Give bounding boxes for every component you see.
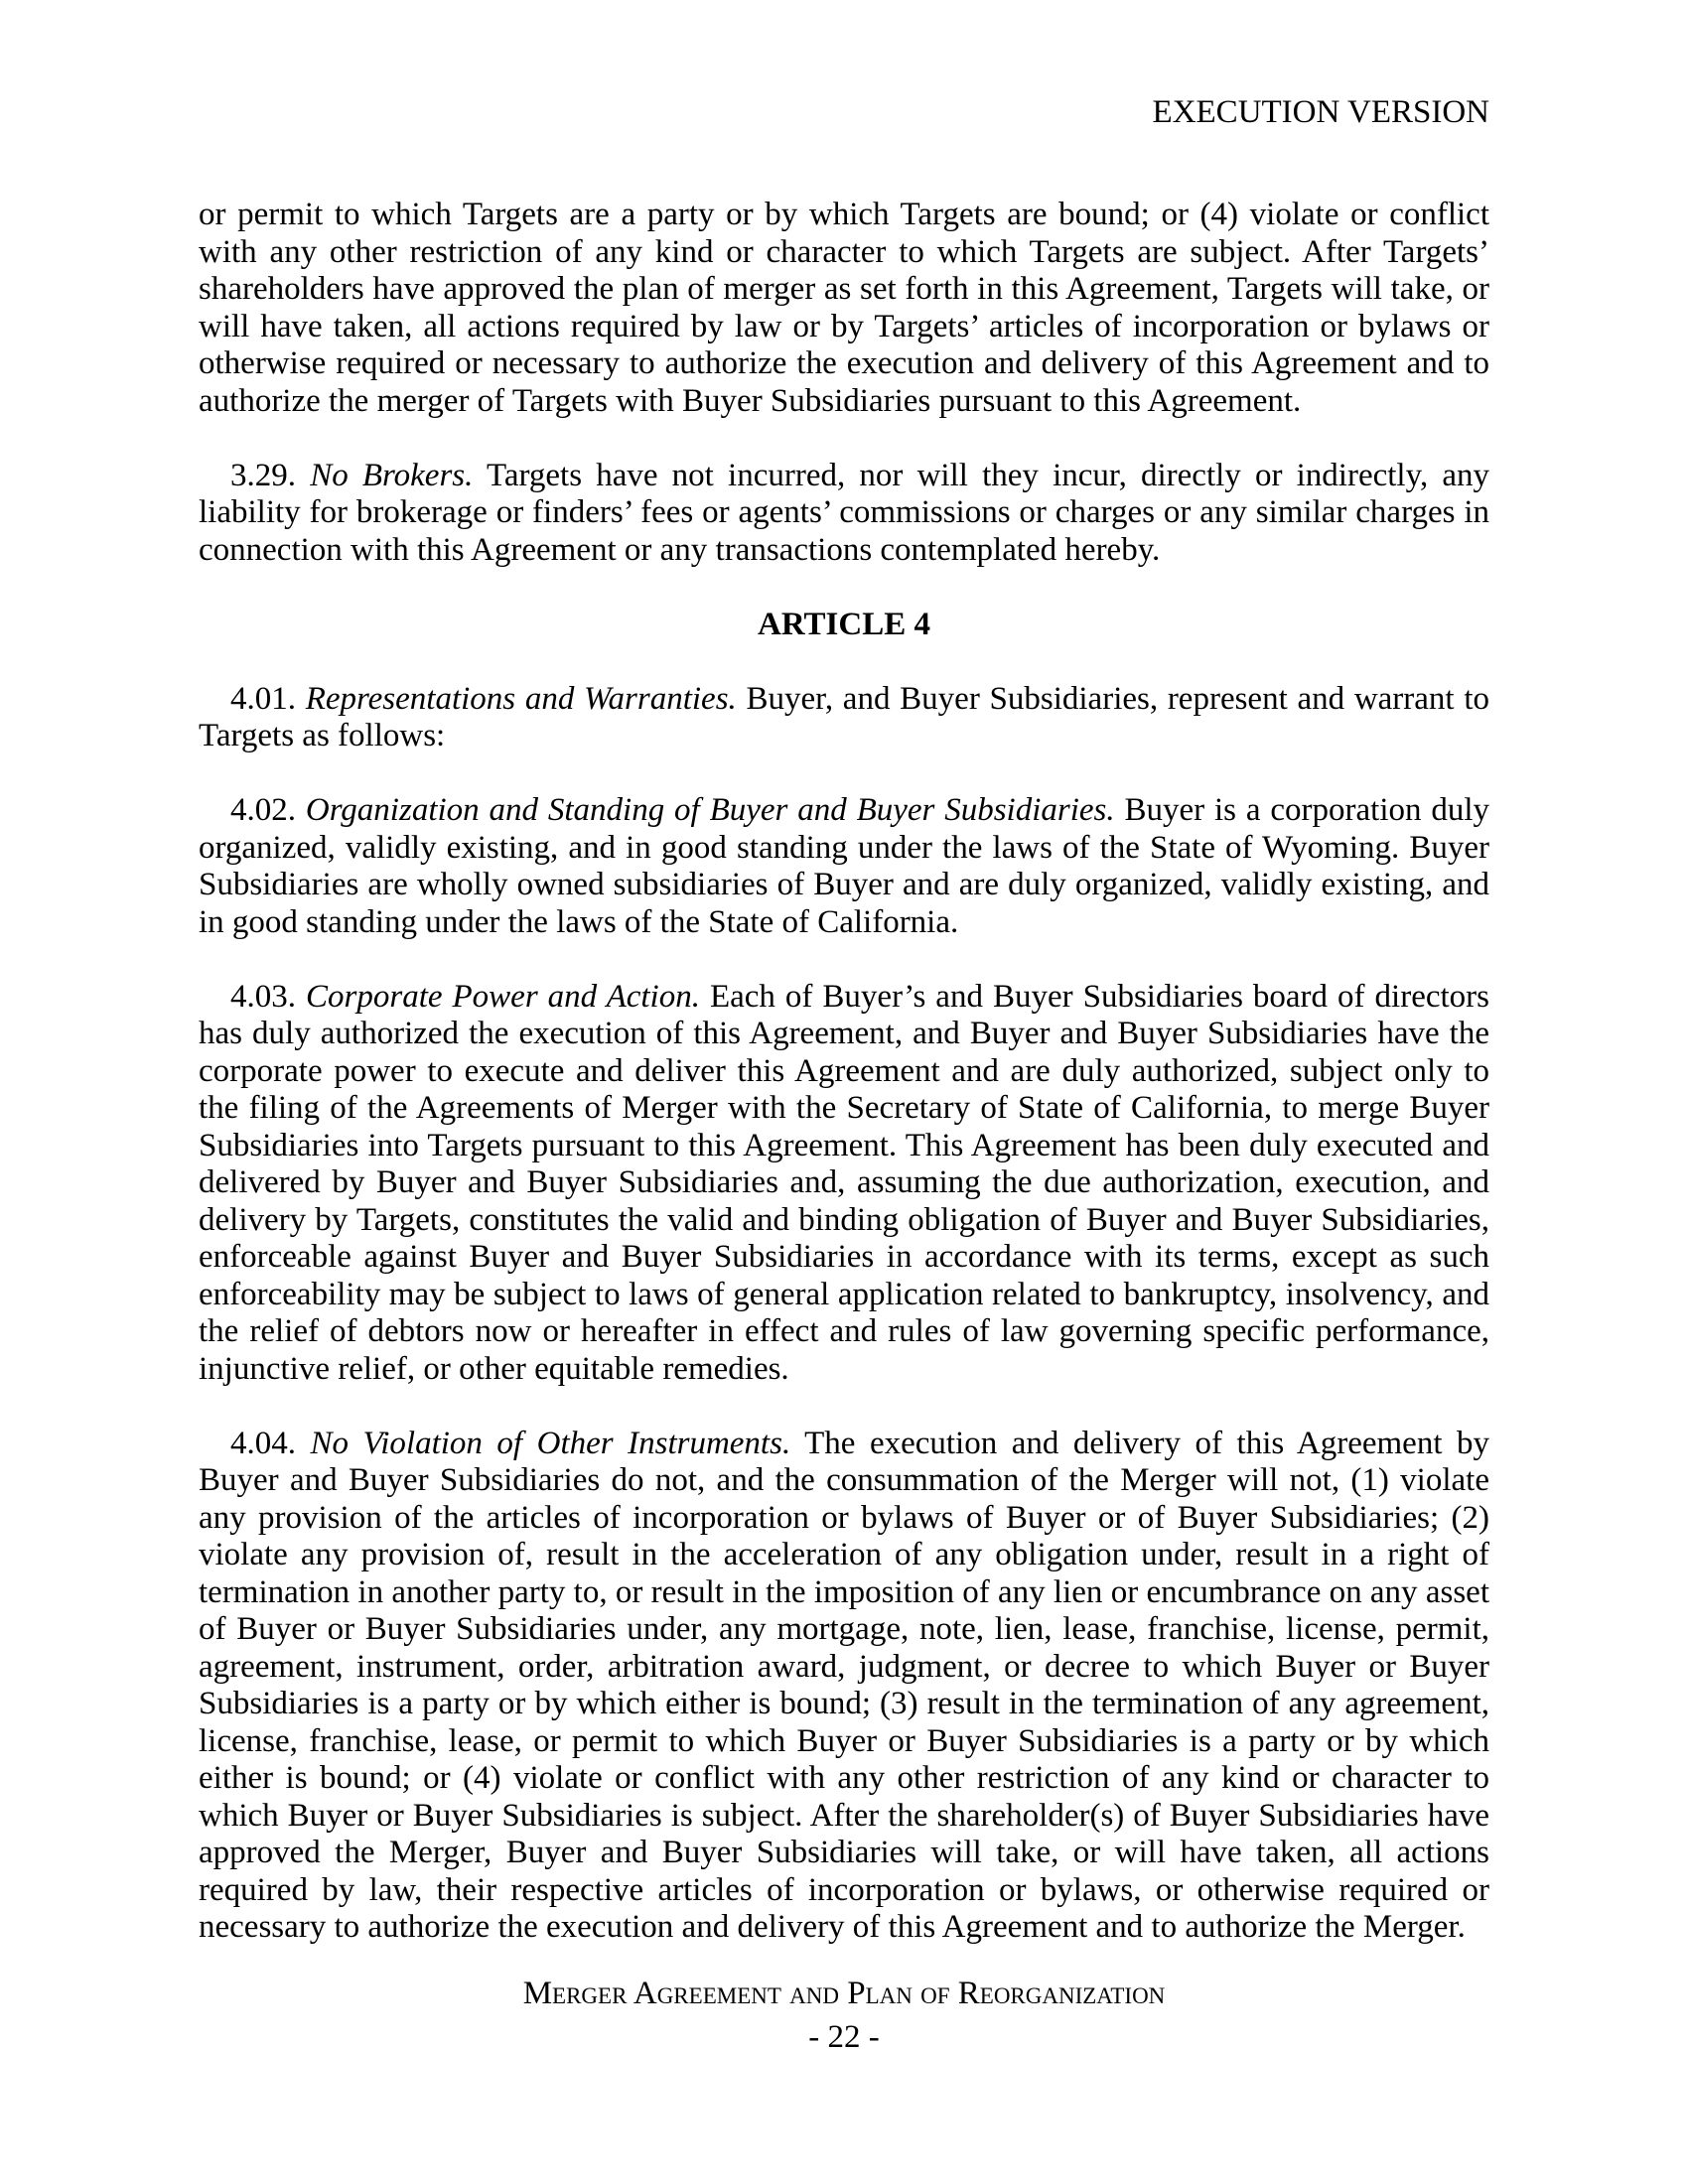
section-number: 4.01. [230,680,296,717]
page-footer [199,1976,1489,2056]
section-title: No Violation of Other Instruments. [310,1425,791,1461]
footer-document-title: Merger Agreement and Plan of Reorganization [522,1976,1166,2011]
section-title: Corporate Power and Action. [306,978,700,1015]
article-4-heading: ARTICLE 4 [758,606,930,642]
section-paragraph-4-01 [199,681,1489,755]
section-number: 4.02. [230,792,296,828]
section-number: 4.04. [230,1425,296,1461]
section-title: No Brokers. [310,457,474,493]
section-paragraph-4-02 [199,792,1489,941]
section-title: Organization and Standing of Buyer and Buyer Subsidiaries. [305,792,1115,828]
section-text: The execution and delivery of this Agreement by Buyer and Buyer Subsidiaries do not, and the consummation of the Merger will not, (1) violate any provision of the articles of incorporation or bylaws of Buyer or of Buyer Subsidiaries; (2) violate any provision of, result in the acceleration of any obligation under, result in a right of termination in another party to, or result in the imposition of any lien or encumbrance on any asset of Buyer or Buyer Subsidiaries under, any mortgage, note, lien, lease, franchise, license, permit, agreement, instrument, order, arbitration award, judgment, or decree to which Buyer or Buyer Subsidiaries is a party or by which either is bound; (3) result in the termination of any agreement, license, franchise, lease, or permit to which Buyer or Buyer Subsidiaries is a party or by which either is bound; or (4) violate or conflict with any other restriction of any kind or character to which Buyer or Buyer Subsidiaries is subject. After the shareholder(s) of Buyer Subsidiaries have approved the Merger, Buyer and Buyer Subsidiaries will take, or will have taken, all actions required by law, their respective articles of incorporation or bylaws, or otherwise required or necessary to authorize the execution and delivery of this Agreement and to authorize the Merger. [199,1425,1490,1945]
page-number: - 22 - [808,2018,880,2055]
section-paragraph-3-29 [199,458,1489,570]
section-title: Representations and Warranties. [305,680,737,717]
document-body [199,197,1489,1983]
paragraph-continuation: or permit to which Targets are a party or by which Targets are bound; or (4) violate or conflict with any other restriction of any kind or character to which Targets are subject. After Targets’ shareholders have approved the plan of merger as set forth in this Agreement, Targets will take, or will have taken, all actions required by law or by Targets’ articles of incorporation or bylaws or otherwise required or necessary to authorize the execution and delivery of this Agreement and to authorize the merger of Targets with Buyer Subsidiaries pursuant to this Agreement. [199,197,1489,419]
section-paragraph-4-03 [199,979,1489,1389]
section-text: Targets have not incurred, nor will they incur, directly or indirectly, any liability for brokerage or finders’ fees or agents’ commissions or charges or any similar charges in connection with this Agreement or any transactions contemplated hereby. [199,457,1490,568]
section-text: Each of Buyer’s and Buyer Subsidiaries board of directors has duly authorized the execution of this Agreement, and Buyer and Buyer Subsidiaries have the corporate power to execute and deliver this Agreement and are duly authorized, subject only to the filing of the Agreements of Merger with the Secretary of State of California, to merge Buyer Subsidiaries into Targets pursuant to this Agreement. This Agreement has been duly executed and delivered by Buyer and Buyer Subsidiaries and, assuming the due authorization, execution, and delivery by Targets, constitutes the valid and binding obligation of Buyer and Buyer Subsidiaries, enforceable against Buyer and Buyer Subsidiaries in accordance with its terms, except as such enforceability may be subject to laws of general application related to bankruptcy, insolvency, and the relief of debtors now or hereafter in effect and rules of law governing specific performance, injunctive relief, or other equitable remedies. [199,978,1489,1387]
section-number: 4.03. [230,978,296,1015]
section-text: Buyer is a corporation duly organized, validly existing, and in good standing under the laws of the State of Wyoming. Buyer Subsidiaries are wholly owned subsidiaries of Buyer and are duly organized, validly existing, and in good standing under the laws of the State of California. [199,792,1490,940]
section-text: Buyer, and Buyer Subsidiaries, represent and warrant to Targets as follows: [199,680,1489,753]
header-execution-version: EXECUTION VERSION [1152,94,1489,130]
section-paragraph-4-04 [199,1426,1489,1947]
section-number: 3.29. [230,457,296,493]
